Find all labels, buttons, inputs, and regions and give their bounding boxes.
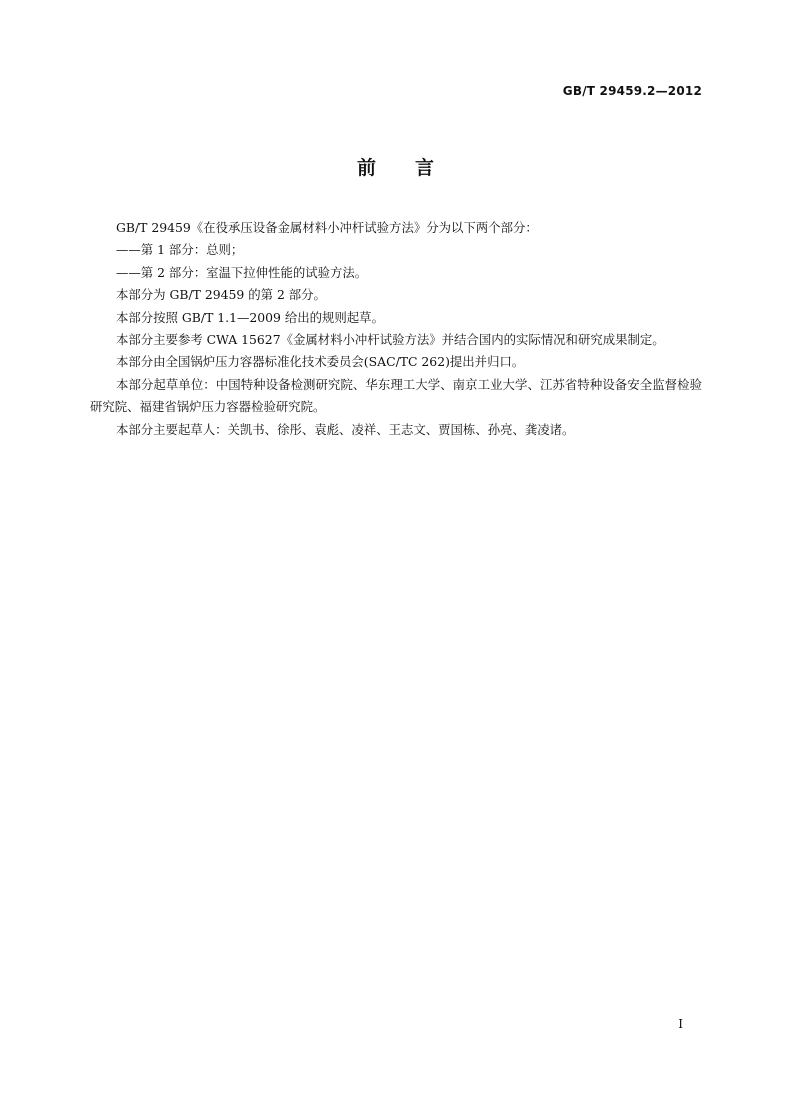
paragraph-drafting-rules: 本部分按照 GB/T 1.1—2009 给出的规则起草。 [116,309,384,325]
title-char-2: 言 [415,157,436,179]
foreword-body [90,217,702,441]
title-char-1: 前 [356,157,377,179]
page-number: I [678,1017,683,1031]
list-item-part-1: ——第 1 部分：总则； [116,242,244,258]
page-title [0,153,792,180]
paragraph-scope: 本部分为 GB/T 29459 的第 2 部分。 [116,287,326,303]
paragraph-reference: 本部分主要参考 CWA 15627《金属材料小冲杆试验方法》并结合国内的实际情况和研究成果制定。 [116,332,665,348]
paragraph-intro: GB/T 29459《在役承压设备金属材料小冲杆试验方法》分为以下两个部分： [116,220,538,235]
paragraph-proposer: 本部分由全国锅炉压力容器标准化技术委员会(SAC/TC 262)提出并归口。 [116,354,525,370]
paragraph-drafters: 本部分主要起草人：关凯书、徐彤、袁彪、凌祥、王志文、贾国栋、孙亮、龚凌诸。 [116,421,575,437]
paragraph-drafting-units: 本部分起草单位：中国特种设备检测研究院、华东理工大学、南京工业大学、江苏省特种设备安全监督检验研究院、福建省锅炉压力容器检验研究院。 [90,376,702,415]
standard-code: GB/T 29459.2—2012 [562,84,702,98]
list-item-part-2: ——第 2 部分：室温下拉伸性能的试验方法。 [116,264,368,280]
